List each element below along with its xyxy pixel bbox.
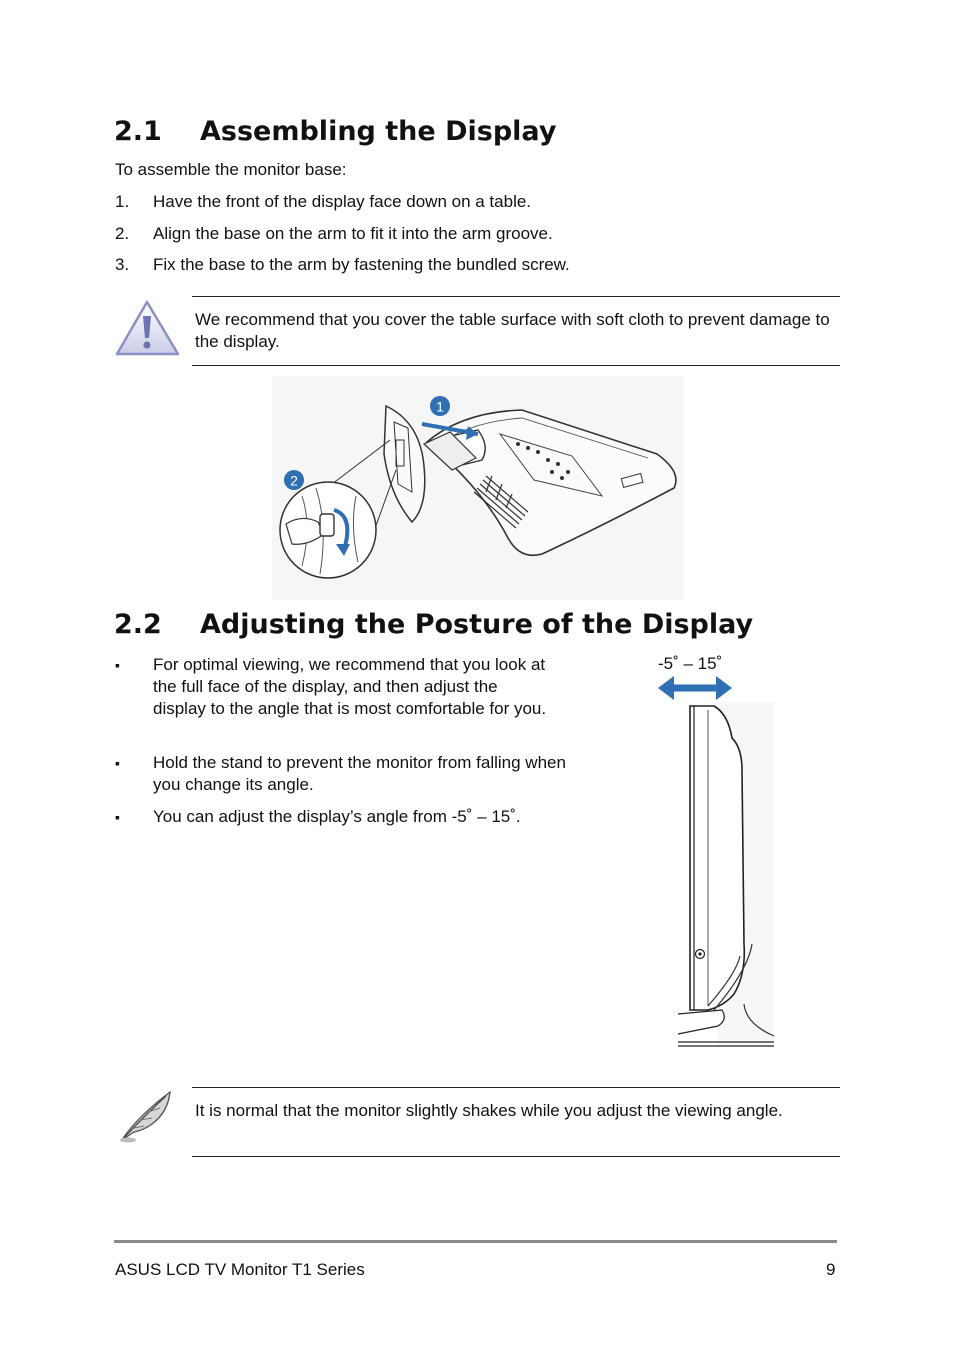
step-number: 1. [115,192,130,211]
step-text: Fix the base to the arm by fastening the bundled screw. [153,255,570,274]
section-title: Assembling the Display [200,116,557,147]
bullet-text: Hold the stand to prevent the monitor from falling when you change its angle. [153,753,566,794]
bullet-marker: ▪ [115,657,120,673]
bullet-text: For optimal viewing, we recommend that you look at the full face of the display, and then adjust the display to the angle that is most comfortable for you. [153,655,547,718]
page-number: 9 [826,1260,836,1279]
step-item [115,192,815,214]
step-item [115,255,815,277]
callout-1-label: 1 [436,398,444,415]
step-number: 2. [115,224,130,243]
bullet-item [115,806,585,830]
intro-text: To assemble the monitor base: [115,160,347,179]
footer-divider [114,1240,837,1243]
bullet-marker: ▪ [115,755,120,771]
warning-note [192,296,840,366]
callout-2-label: 2 [290,472,298,489]
bullet-item [115,654,575,744]
step-text: Have the front of the display face down on a table. [153,192,532,211]
section-number: 2.1 [114,116,162,147]
section-heading-2-1 [114,116,556,147]
step-item [115,224,815,246]
assembly-illustration [272,376,684,600]
bullet-item [115,752,585,798]
bullet-text: You can adjust the display’s angle from -5˚ – 15˚. [153,807,521,826]
step-number: 3. [115,255,130,274]
angle-double-arrow-icon [658,676,732,700]
monitor-side-illustration [656,674,776,1052]
info-note [192,1087,840,1157]
bullet-marker: ▪ [115,809,120,825]
warning-text: We recommend that you cover the table surface with soft cloth to prevent damage to the display. [195,310,830,351]
angle-label: -5˚ – 15˚ [658,654,723,673]
warning-icon [114,298,182,358]
step-text: Align the base on the arm to fit it into the arm groove. [153,224,553,243]
note-text: It is normal that the monitor slightly shakes while you adjust the viewing angle. [195,1101,783,1120]
footer-title: ASUS LCD TV Monitor T1 Series [115,1260,365,1279]
note-quill-icon [114,1088,176,1146]
section-heading-2-2 [114,609,753,640]
section-number: 2.2 [114,609,162,640]
section-title: Adjusting the Posture of the Display [200,609,754,640]
